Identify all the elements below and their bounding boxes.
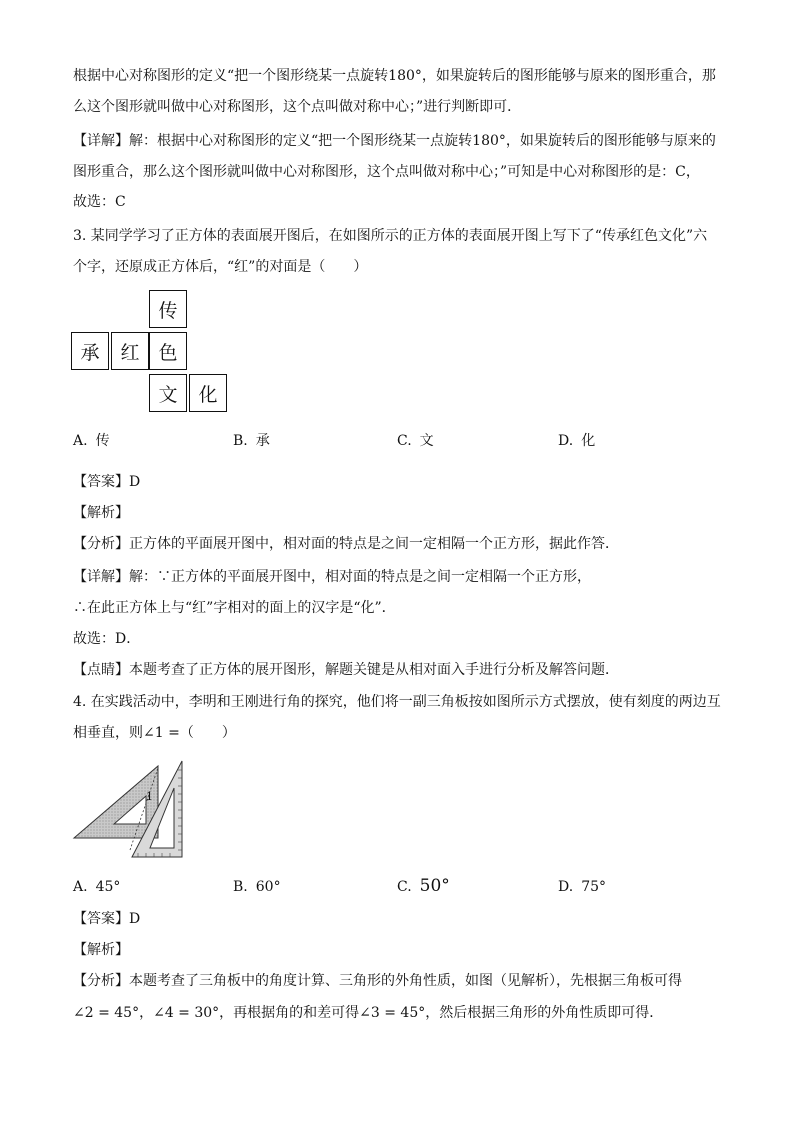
analysis-heading: 【解析】 [73, 942, 129, 958]
option-label: A. [73, 879, 88, 895]
text-line: 图形重合，那么这个图形就叫做中心对称图形，这个点叫做对称中心；”可知是中心对称图形的是：C， [73, 164, 700, 180]
option-label: A. [73, 433, 88, 449]
angle-label: 1 [146, 790, 153, 803]
text-line: 根据中心对称图形的定义“把一个图形绕某一点旋转180°，如果旋转后的图形能够与原来的图形重合，那 [73, 68, 716, 84]
net-cell-wen: 文 [149, 374, 187, 412]
net-cell-cheng: 承 [71, 332, 109, 370]
option-text: 75° [581, 879, 607, 895]
answer-label: 【答案】D [73, 474, 141, 490]
choice-line: 故选：C [73, 194, 126, 210]
net-cell-chuan: 传 [149, 290, 187, 328]
analysis-text: 【分析】正方体的平面展开图中，相对面的特点是之间一定相隔一个正方形，据此作答． [73, 536, 619, 552]
detail-text: ∴在此正方体上与“红”字相对的面上的汉字是“化”． [73, 600, 396, 616]
option-text: 传 [95, 433, 110, 449]
question-3-cont: 个字，还原成正方体后，“红”的对面是（ ） [73, 259, 368, 275]
question-4-cont: 相垂直，则∠1 =（ ） [73, 725, 236, 741]
answer-label: 【答案】D [73, 911, 141, 927]
detail-line: 【详解】解：根据中心对称图形的定义“把一个图形绕某一点旋转180°，如果旋转后的图形能够与原来的 [73, 133, 716, 149]
option-a[interactable] [73, 877, 120, 897]
question-3: 3. 某同学学习了正方体的表面展开图后，在如图所示的正方体的表面展开图上写下了“传承红色文化”六 [73, 228, 708, 244]
option-b[interactable] [233, 877, 281, 897]
option-text: 承 [255, 433, 270, 449]
commentary-text: 【点睛】本题考查了正方体的展开图形，解题关键是从相对面入手进行分析及解答问题． [73, 662, 619, 678]
option-d[interactable] [558, 431, 595, 451]
option-b[interactable] [233, 431, 270, 451]
question-4: 4. 在实践活动中，李明和王刚进行角的探究，他们将一副三角板按如图所示方式摆放，使有刻度的两边互 [73, 694, 721, 710]
analysis-text: 【分析】本题考查了三角板中的角度计算、三角形的外角性质，如图（见解析），先根据三角板可得 [73, 973, 682, 989]
option-text: 45° [95, 879, 121, 895]
option-a[interactable] [73, 431, 110, 451]
option-text: 化 [581, 433, 596, 449]
option-d[interactable] [558, 877, 606, 897]
text-line: 么这个图形就叫做中心对称图形，这个点叫做对称中心；”进行判断即可． [73, 99, 522, 115]
option-label: B. [233, 433, 248, 449]
choice-line: 故选：D． [73, 631, 141, 647]
net-cell-se: 色 [149, 332, 187, 370]
option-label: D. [558, 879, 574, 895]
option-text: 50° [419, 876, 450, 896]
analysis-heading: 【解析】 [73, 505, 129, 521]
detail-text: 【详解】解：∵正方体的平面展开图中，相对面的特点是之间一定相隔一个正方形， [73, 569, 591, 585]
cube-net-figure [71, 290, 231, 414]
net-cell-hong: 红 [111, 332, 149, 370]
option-text: 文 [419, 433, 434, 449]
option-label: C. [397, 433, 412, 449]
option-c[interactable] [397, 876, 450, 897]
option-text: 60° [255, 879, 281, 895]
option-label: B. [233, 879, 248, 895]
net-cell-hua: 化 [189, 374, 227, 412]
option-label: D. [558, 433, 574, 449]
analysis-text: ∠2 = 45°，∠4 = 30°，再根据角的和差可得∠3 = 45°，然后根据三角形的外角性质即可得． [73, 1005, 664, 1021]
option-label: C. [397, 879, 412, 895]
set-squares-figure [72, 760, 187, 860]
option-c[interactable] [397, 431, 434, 451]
